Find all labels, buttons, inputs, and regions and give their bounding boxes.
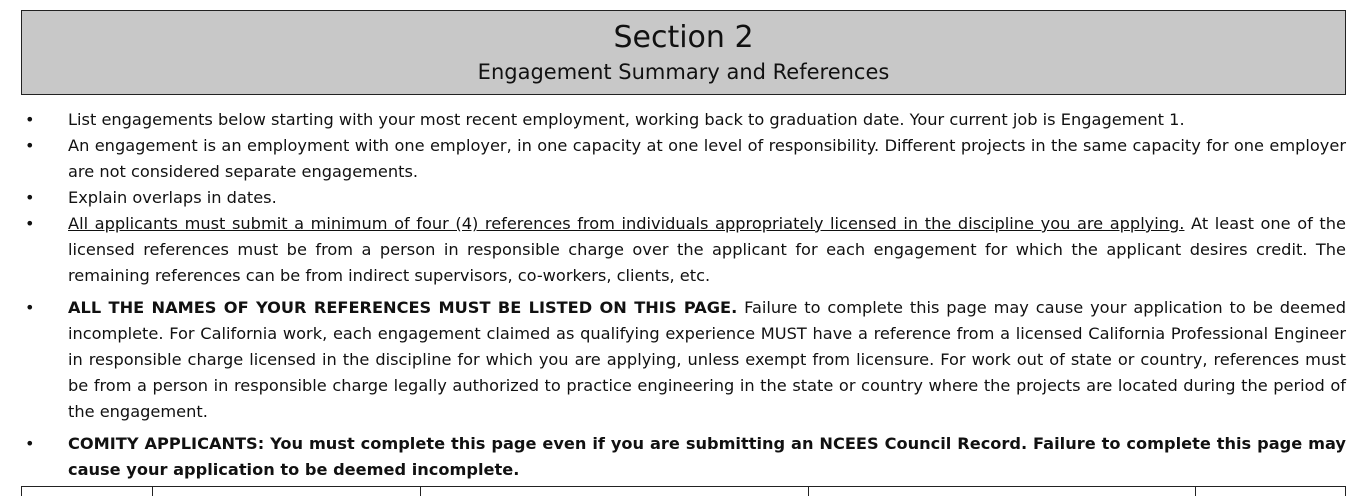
table-column-divider	[152, 486, 153, 496]
instruction-list	[21, 107, 1346, 483]
table-column-divider	[1195, 486, 1196, 496]
instruction-item	[21, 107, 1346, 133]
instruction-text: Failure to complete this page may cause your application to be deemed incomplete. For California work, each engagement claimed as qualifying experience MUST have a reference from a licensed California Professional Engineer in responsible charge licensed in the discipline for which you are applying, unless exempt from licensure. For work out of state or country, references must be from a person in responsible charge legally authorized to practice engineering in the state or country where the projects are located during the period of the engagement.	[68, 298, 1346, 421]
section-header	[21, 10, 1346, 95]
table-column-divider	[21, 486, 22, 496]
table-column-divider	[808, 486, 809, 496]
table-column-divider	[1345, 486, 1346, 496]
instruction-item	[21, 211, 1346, 289]
instructions	[21, 107, 1346, 483]
instruction-underlined-text: All applicants must submit a minimum of four (4) references from individuals appropriately licensed in the discipline you are applying.	[68, 214, 1185, 233]
instruction-bold-text: COMITY APPLICANTS: You must complete this page even if you are submitting an NCEES Council Record. Failure to complete this page may cause your application to be deemed incomplete.	[68, 434, 1346, 479]
section-subtitle: Engagement Summary and References	[477, 60, 890, 84]
instruction-text: An engagement is an employment with one employer, in one capacity at one level of responsibility. Different projects in the same capacity for one employer are not considered separate engagements.	[68, 136, 1346, 181]
instruction-text: Explain overlaps in dates.	[68, 188, 277, 207]
instruction-item	[21, 185, 1346, 211]
instruction-bold-text: ALL THE NAMES OF YOUR REFERENCES MUST BE LISTED ON THIS PAGE.	[68, 298, 738, 317]
table-top-border	[21, 486, 1346, 487]
instruction-item	[21, 133, 1346, 185]
table-column-divider	[420, 486, 421, 496]
instruction-text: List engagements below starting with your most recent employment, working back to graduation date. Your current job is Engagement 1.	[68, 110, 1185, 129]
instruction-item	[21, 431, 1346, 483]
instruction-item	[21, 295, 1346, 425]
instruction-text: At least one of the licensed references must be from a person in responsible charge over the applicant for each engagement for which the applicant desires credit. The remaining references can be from indirect supervisors, co-workers, clients, etc.	[68, 214, 1346, 285]
section-title: Section 2	[613, 20, 754, 55]
